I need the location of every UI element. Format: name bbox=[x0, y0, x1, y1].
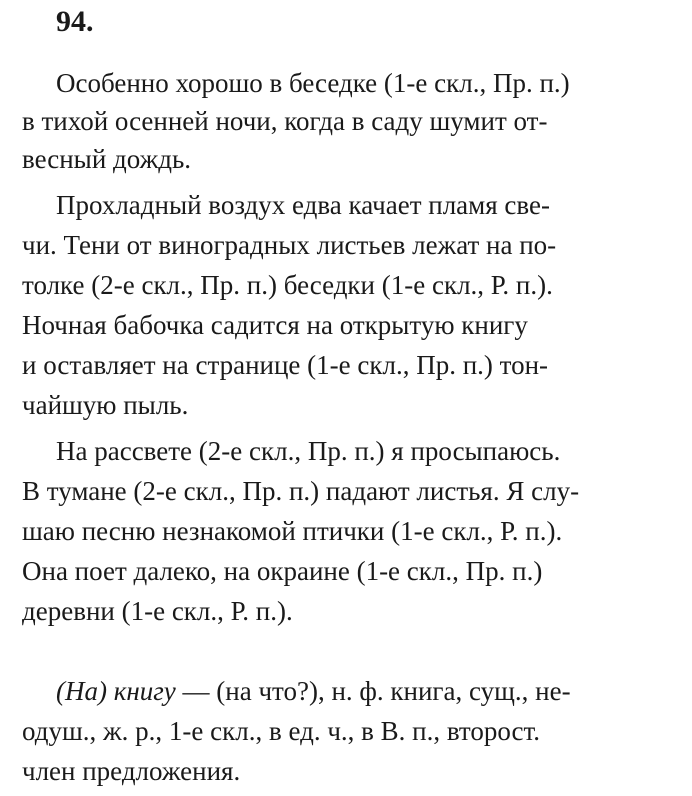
analysis-term: (На) книгу bbox=[56, 676, 176, 706]
analysis-line bbox=[56, 672, 571, 710]
exercise-number: 94. bbox=[56, 5, 94, 38]
analysis-line: член предложения. bbox=[22, 756, 241, 786]
text-line: На рассвете (2-е скл., Пр. п.) я просыпаюсь. bbox=[56, 436, 561, 466]
text-line: чи. Тени от виноградных листьев лежат на по- bbox=[22, 230, 557, 260]
text-line: В тумане (2-е скл., Пр. п.) падают листья. Я слу- bbox=[22, 476, 580, 506]
text-line: Она поет далеко, на окраине (1-е скл., Пр. п.) bbox=[22, 556, 543, 586]
analysis-line: одуш., ж. р., 1-е скл., в ед. ч., в В. п., второст. bbox=[22, 716, 541, 746]
text-line: Особенно хорошо в беседке (1-е скл., Пр. п.) bbox=[56, 68, 570, 98]
text-line: толке (2-е скл., Пр. п.) беседки (1-е скл., Р. п.). bbox=[22, 270, 553, 300]
text-line: в тихой осенней ночи, когда в саду шумит от- bbox=[22, 106, 548, 136]
text-line: и оставляет на странице (1-е скл., Пр. п.) тон- bbox=[22, 350, 549, 380]
text-line: шаю песню незнакомой птички (1-е скл., Р. п.). bbox=[22, 516, 563, 546]
text-line: деревни (1-е скл., Р. п.). bbox=[22, 596, 293, 626]
text-line: Ночная бабочка садится на открытую книгу bbox=[22, 310, 528, 340]
analysis-text: — (на что?), н. ф. книга, сущ., не- bbox=[175, 676, 571, 706]
text-line: весный дождь. bbox=[22, 144, 192, 174]
text-line: чайшую пыль. bbox=[22, 390, 189, 420]
text-line: Прохладный воздух едва качает пламя све- bbox=[56, 190, 550, 220]
